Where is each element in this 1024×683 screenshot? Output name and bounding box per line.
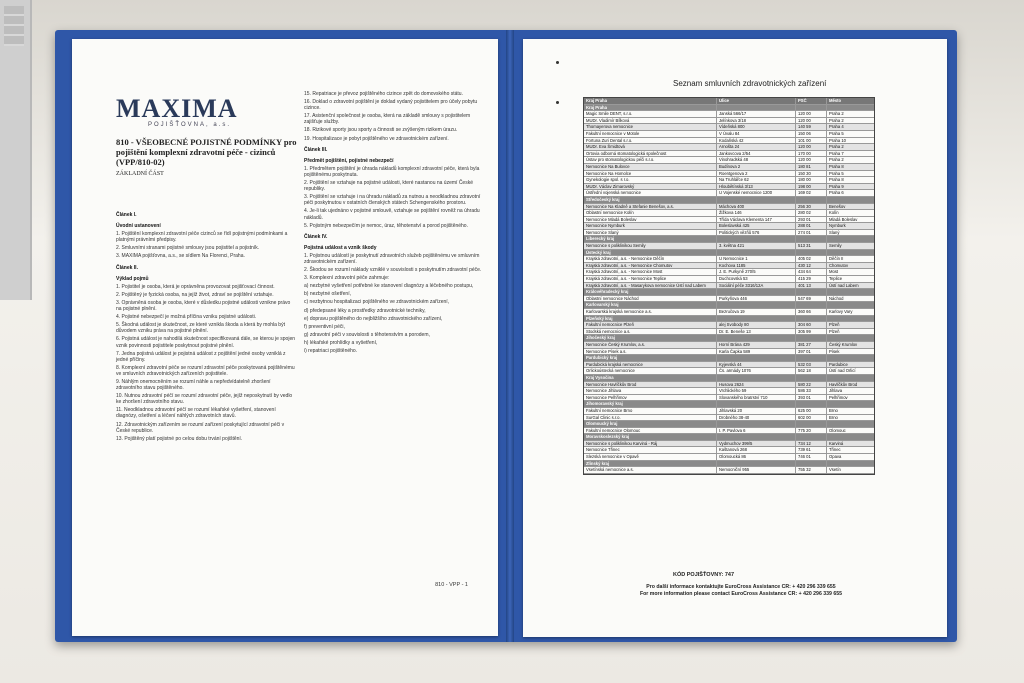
table-row: Krajská zdravotní, a.s. - Masarykova nemocnice Ústí nad Labem Sociální péče 3316/12A 401 13 Ústí nad Labem xyxy=(584,283,874,290)
maxima-logo: MAXIMA xyxy=(116,94,238,123)
table-row: Magic Smile DENT, s.r.o. Janská 566/17 120 00 Praha 2 xyxy=(584,111,874,118)
paragraph: 12. Zdravotnickým zařízením se rozumí zařízení poskytující zdravotní péči v České republice. xyxy=(116,421,285,434)
paragraph: 3. Pojištění se vztahuje i na úhradu nákladů za nutnou a neodkladnou zdravotní péči poskytnutou v ostatních členských státech Schengenského prostoru. xyxy=(304,194,481,207)
region-row: Plzeňský kraj xyxy=(584,316,874,323)
document-title: 810 - VŠEOBECNÉ POJISTNÉ PODMÍNKY pro pojištění komplexní zdravotní péče - cizinců (VPP/810-02) ZÁKLADNÍ ČÁST xyxy=(116,137,297,177)
region-row: Moravskoslezský kraj xyxy=(584,434,874,441)
table-row: Orlickoústecká nemocnice Čs. armády 1076 562 18 Ústí nad Orlicí xyxy=(584,368,874,375)
paragraph: 4. Je-li tak ujednáno v pojistné smlouvě, vztahuje se pojištění rovněž na úhradu nákladů. xyxy=(304,208,480,221)
table-row: MUDr. Eva Šmidtová Arnošta 24 120 00 Praha 2 xyxy=(584,144,874,151)
article-heading: Článek I. xyxy=(116,212,137,218)
right-page-facility-list xyxy=(523,39,947,637)
paragraph: h) lékařské prohlídky a vyšetření, xyxy=(304,339,378,346)
punch-dot xyxy=(556,61,559,64)
table-row: Krajská zdravotní, a.s. - Nemocnice Děčín U Nemocnice 1 405 02 Děčín II xyxy=(584,256,874,263)
paragraph: 11. Neodkladnou zdravotní péčí se rozumí lékařské vyšetření, stanovení diagnózy, ošetření a léčení náhlých zdravotních stavů. xyxy=(116,407,276,420)
table-row: Nemocnice Pelhřimov Slovanského bratrství 710 393 01 Pelhřimov xyxy=(584,395,874,402)
table-row: Slezská nemocnice v Opavě Olomoucká 86 746 01 Opava xyxy=(584,454,874,461)
paragraph: a) nezbytné vyšetření potřebné ke stanovení diagnózy a léčebného postupu, xyxy=(304,283,474,290)
table-row: Fakultní nemocnice v Motole V Úvalu 84 150 06 Praha 5 xyxy=(584,131,874,138)
table-row: Nemocnice Český Krumlov, a.s. Horní Brána 429 381 27 Český Krumlov xyxy=(584,342,874,349)
text-column-right xyxy=(304,91,482,356)
paragraph: 9. Náhlým onemocněním se rozumí náhle a nepředvídatelně zhoršení zdravotního stavu pojištěného. xyxy=(116,378,271,392)
insurer-code: KÓD POJIŠŤOVNY: 747 xyxy=(673,572,735,578)
article-heading: Úvodní ustanovení xyxy=(116,223,161,230)
region-row: Liberecký kraj xyxy=(584,236,874,243)
paragraph: 1. Pojištění komplexní zdravotní péče cizinců se řídí pojistnými podmínkami a platnými právními předpisy. xyxy=(116,231,288,244)
paragraph: 2. Pojištěný je fyzická osoba, na jejíž život, zdraví se pojištění vztahuje. xyxy=(116,291,274,298)
table-row: Krajská zdravotní, a.s. - Nemocnice Chomutov Kochova 1185 430 12 Chomutov xyxy=(584,263,874,270)
article-heading: Článek II. xyxy=(116,264,138,271)
table-row: Stodská nemocnice a.s. Dr. E. Beneše 13 305 99 Plzeň xyxy=(584,329,874,336)
table-row: Nemocnice Na Kladně a Stefanie Benešov, a.s. Máchova 400 256 30 Benešov xyxy=(584,204,874,211)
paragraph: 1. Pojistnou událostí je poskytnutí zdravotních služeb pojištěnému ve smluvním zdravotnickém zařízení. xyxy=(304,252,480,265)
paragraph: 17. Asistenční společnost je osoba, která na základě smlouvy s pojistitelem zajišťuje služby. xyxy=(304,113,471,126)
table-row: Nemocnice Písek a.s. Karla Čapka 589 397 01 Písek xyxy=(584,349,874,356)
table-row: Nemocnice Na Homolce Roentgenova 2 150 30 Praha 5 xyxy=(584,171,874,178)
paragraph: 5. Pojistným nebezpečím je nemoc, úraz, těhotenství a porod pojištěného. xyxy=(304,222,468,229)
table-row: SurGal Clinic s.r.o. Drobného 38-40 602 00 Brno xyxy=(584,415,874,422)
table-row: Nemocnice Slaný Politických vězňů 576 274 01 Slaný xyxy=(584,230,874,237)
section-label: ZÁKLADNÍ ČÁST xyxy=(116,171,164,177)
table-row: Nemocnice s poliklinikou Semily 3. května 421 513 31 Semily xyxy=(584,243,874,250)
paragraph: 4. Pojistné nebezpečí je možná příčina vzniku pojistné události. xyxy=(116,314,257,321)
table-row: Nemocnice Na Bulovce Budínova 2 180 81 Praha 8 xyxy=(584,164,874,171)
keyboard-edge xyxy=(0,0,32,300)
article-heading: Článek III. xyxy=(304,146,328,153)
table-row: Oblastní nemocnice Náchod Purkyňova 446 547 69 Náchod xyxy=(584,296,874,303)
paragraph: 19. Hospitalizace je pobyt pojištěného ve zdravotnickém zařízení. xyxy=(304,135,449,142)
punch-dot xyxy=(556,101,559,104)
logo-subtitle: POJIŠŤOVNA, a.s. xyxy=(148,122,232,128)
region-row: Kraj Praha xyxy=(584,105,874,112)
region-row: Zlínský kraj xyxy=(584,461,874,468)
paragraph: d) předepsané léky a prostředky zdravotnické techniky, xyxy=(304,307,426,314)
region-row: Karlovarský kraj xyxy=(584,302,874,309)
paragraph: 7. Jedna pojistná událost je pojistná událost z pojištění jedné osoby vzniklá z jedné příčiny. xyxy=(116,350,286,363)
table-row: MUDr. Václav Zimarovský Hloubětínská 3/13 198 00 Praha 9 xyxy=(584,184,874,191)
region-row: Ústecký kraj xyxy=(584,250,874,257)
region-row: Olomoucký kraj xyxy=(584,421,874,428)
table-row: Pardubická krajská nemocnice Kyjevská 44 532 03 Pardubice xyxy=(584,362,874,369)
paragraph: i) repatriaci pojištěného. xyxy=(304,348,358,354)
table-row: Nemocnice Nymburk Boleslavská 425 288 01 Nymburk xyxy=(584,223,874,230)
contact-en: For more information please contact EuroCross Assistance CR: + 420 296 339 655 xyxy=(639,591,843,597)
table-row: Gynekologie spol. s r.o. Na Truhlářce 62 180 00 Praha 8 xyxy=(584,177,874,184)
contact-cz: Pro další informace kontaktujte EuroCross Assistance CR: + 420 296 339 655 xyxy=(646,584,836,590)
region-row: Jihomoravský kraj xyxy=(584,401,874,408)
table-row: Nemocnice Mladá Boleslav Třída Václava Klementa 147 293 01 Mladá Boleslav xyxy=(584,217,874,224)
paragraph: 13. Pojištěný platí pojistné po celou dobu trvání pojištění. xyxy=(116,435,243,442)
paragraph: 2. Škodou se rozumí náklady vzniklé v souvislosti s poskytnutím zdravotní péče. xyxy=(304,267,482,274)
table-row: Fakultní nemocnice Olomouc I. P. Pavlova 6 775 20 Olomouc xyxy=(584,428,874,435)
table-header-row: Kraj Praha Ulice PSČ Město xyxy=(584,98,874,105)
table-row: Vsetínská nemocnice a.s. Nemocniční 955 755 32 Vsetín xyxy=(584,467,874,474)
table-row: Ústav pro stomatologickou péči s.r.o. Vinohradská 48 120 00 Praha 2 xyxy=(584,157,874,164)
folder-spine xyxy=(506,30,514,642)
table-row: Fakultní nemocnice Plzeň alej Svobody 80 304 60 Plzeň xyxy=(584,322,874,329)
table-row: Nemocnice Jihlava Vrchlického 59 586 33 Jihlava xyxy=(584,388,874,395)
article-heading: Pojistná událost a vznik škody xyxy=(304,244,377,251)
paragraph: 15. Repatriace je převoz pojištěného cizince zpět do domovského státu. xyxy=(304,91,463,97)
table-row: Fortuna Zuri Dental s.r.o. Kodaňská 42 101 00 Praha 10 xyxy=(584,138,874,145)
article-heading: Výklad pojmů xyxy=(116,275,149,282)
paragraph: 5. Škodná událost je skutečnost, ze které vznikla škoda a která by mohla být důvodem vzniku práva na pojistné plnění. xyxy=(116,322,285,335)
paragraph: 16. Doklad o zdravotní pojištění je doklad vydaný pojistitelem pro účely pobytu cizince. xyxy=(304,99,478,112)
table-row: Karlovarská krajská nemocnice a.s. Bezručova 19 360 66 Karlovy Vary xyxy=(584,309,874,316)
region-row: Pardubický kraj xyxy=(584,355,874,362)
region-row: Královéhradecký kraj xyxy=(584,289,874,296)
contact-info xyxy=(621,584,861,598)
paragraph: b) nezbytné ošetření, xyxy=(304,291,351,298)
paragraph: 8. Komplexní zdravotní péče se rozumí zdravotní péče poskytovaná pojištěnému ve smluvních zdravotnických zařízeních pojistitele. xyxy=(116,364,295,377)
table-row: Krajská zdravotní, a.s. - Nemocnice Most J. E. Purkyně 270/5 434 64 Most xyxy=(584,269,874,276)
paragraph: 3. Komplexní zdravotní péče zahrnuje: xyxy=(304,275,390,282)
paragraph: 1. Předmětem pojištění je úhrada nákladů komplexní zdravotní péče, která byla pojištěnému poskytnuta. xyxy=(304,165,480,178)
table-row: Nemocnice s poliklinikou Karviná - Ráj Vydmuchov 399/5 734 12 Karviná xyxy=(584,441,874,448)
paragraph: e) dopravu pojištěného do nejbližšího zdravotnického zařízení, xyxy=(304,315,443,322)
region-row: Kraj Vysočina xyxy=(584,375,874,382)
paragraph: 10. Nutnou zdravotní péčí se rozumí zdravotní péče, jejíž neposkytnutí by vedlo ke zhoršení zdravotního stavu. xyxy=(116,393,293,406)
region-row: Jihočeský kraj xyxy=(584,335,874,342)
left-page-conditions xyxy=(72,39,498,636)
region-row: Středočeský kraj xyxy=(584,197,874,204)
table-row: Nemocnice Třinec Kaštanová 268 739 61 Třinec xyxy=(584,447,874,454)
paragraph: 3. MAXIMA pojišťovna, a.s., se sídlem Na Florenci, Praha. xyxy=(116,253,245,260)
paragraph: c) nezbytnou hospitalizaci pojištěného ve zdravotnickém zařízení, xyxy=(304,299,450,306)
paragraph: g) zdravotní péči v souvislosti s těhotenstvím a porodem, xyxy=(304,331,430,338)
article-heading: Předmět pojištění, pojistné nebezpečí xyxy=(304,157,394,164)
page-number: 810 - VPP - 1 xyxy=(435,582,468,588)
table-row: Nemocnice Havlíčkův Brod Husova 2624 580 22 Havlíčkův Brod xyxy=(584,382,874,389)
paragraph: 1. Pojistitel je osoba, která je oprávněna provozovat pojišťovací činnost. xyxy=(116,283,275,290)
table-row: Oblastní nemocnice Kolín Žižkova 146 280 02 Kolín xyxy=(584,210,874,217)
paragraph: f) preventivní péči, xyxy=(304,323,345,330)
table-row: Thomayerova nemocnice Vídeňská 800 140 59 Praha 4 xyxy=(584,124,874,131)
paragraph: 6. Pojistná událost je nahodilá skutečnost specifikovaná dále, se kterou je spojen vznik povinnosti pojistitele poskytnout pojistné plnění. xyxy=(116,336,296,349)
paragraph: 3. Oprávněná osoba je osoba, které v důsledku pojistné události vznikne právo na pojistné plnění. xyxy=(116,299,291,313)
table-row: Ortovia odborná stomatologická společnost Jankovcova 2/54 170 00 Praha 7 xyxy=(584,151,874,158)
table-row: MUDr. Vladimír Bílková Jelínkova 3/18 120 00 Praha 2 xyxy=(584,118,874,125)
table-row: Krajská zdravotní, a.s. - Nemocnice Teplice Duchcovská 53 415 29 Teplice xyxy=(584,276,874,283)
text-column-left xyxy=(116,207,296,444)
table-title: Seznam smluvních zdravotnických zařízení xyxy=(673,79,827,88)
table-row: Ústřední vojenská nemocnice U Vojenské nemocnice 1200 169 02 Praha 6 xyxy=(584,190,874,197)
paragraph: 2. Smluvními stranami pojistné smlouvy jsou pojistitel a pojistník. xyxy=(116,245,260,252)
article-heading: Článek IV. xyxy=(304,233,328,240)
paragraph: 18. Rizikové sporty jsou sporty a činnosti se zvýšeným rizikem úrazu. xyxy=(304,127,458,134)
facility-table xyxy=(583,97,875,475)
paragraph: 2. Pojištění se vztahuje na pojistné události, které nastanou na území České republiky. xyxy=(304,180,473,193)
table-row: Fakultní nemocnice Brno Jihlavská 20 625 00 Brno xyxy=(584,408,874,415)
